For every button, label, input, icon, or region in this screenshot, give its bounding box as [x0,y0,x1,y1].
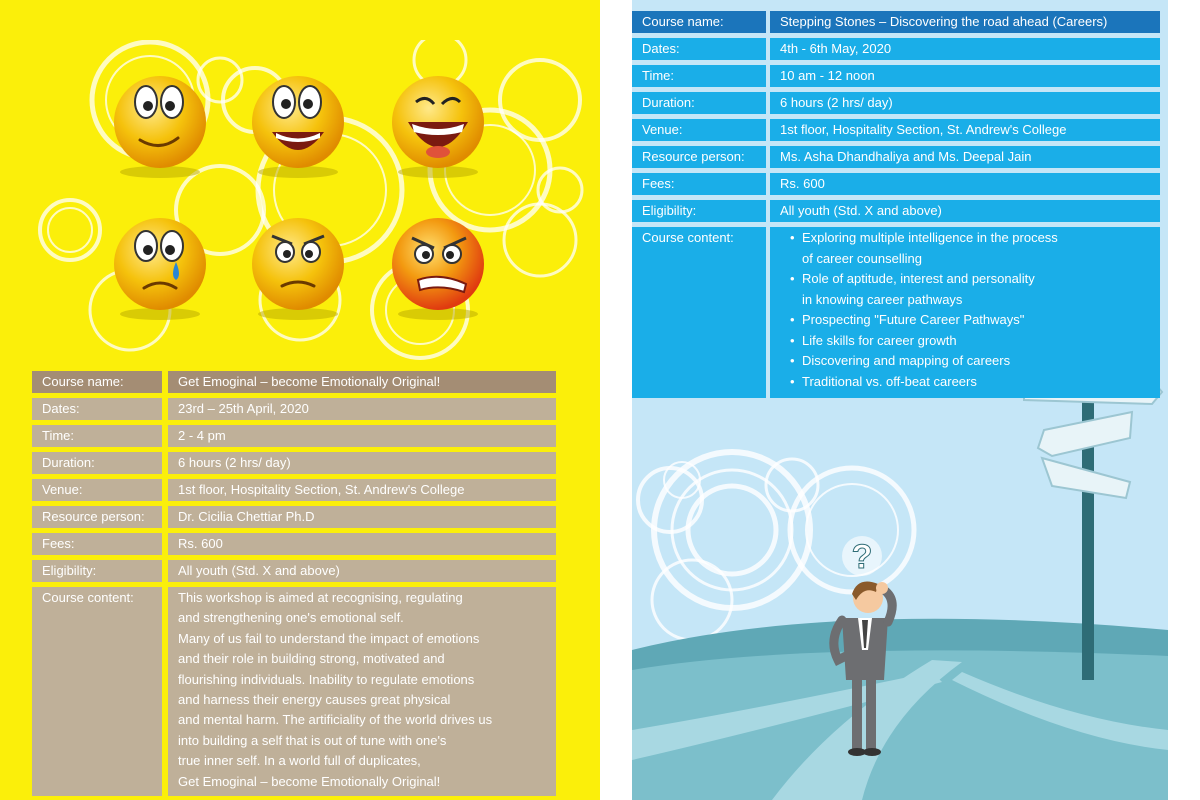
table-row [632,173,1160,195]
venue-value: 1st floor, Hospitality Section, St. Andrew's College [168,479,556,501]
angry-face-icon [392,218,484,310]
resource-person-value: Ms. Asha Dhandhaliya and Ms. Deepal Jain [770,146,1160,168]
eligibility-value: All youth (Std. X and above) [770,200,1160,222]
dates-label: Dates: [632,38,766,60]
list-item-line: in knowing career pathways [802,291,963,307]
content-line: flourishing individuals. Inability to regulate emotions [178,671,475,687]
resource-person-label: Resource person: [632,146,766,168]
table-row [32,560,556,582]
crying-face-icon [114,218,206,310]
table-row [32,398,556,420]
table-row [32,587,556,796]
course-content-label: Course content: [32,587,162,796]
duration-label: Duration: [632,92,766,114]
content-line: true inner self. In a world full of duplicates, [178,753,421,769]
list-item [780,351,1160,372]
eligibility-label: Eligibility: [632,200,766,222]
list-item-line: of career counselling [802,250,922,266]
table-row [32,506,556,528]
fees-value: Rs. 600 [770,173,1160,195]
list-item-line: • Life skills for career growth [802,332,957,348]
list-item-line: • Discovering and mapping of careers [802,353,1011,368]
table-row [632,200,1160,222]
dates-label: Dates: [32,398,162,420]
venue-label: Venue: [32,479,162,501]
right-course-table [628,6,1164,403]
dates-value: 23rd – 25th April, 2020 [168,398,556,420]
course-name-value: Get Emoginal – become Emotionally Original! [168,371,556,393]
list-item-line: • Prospecting "Future Career Pathways" [802,312,1025,327]
table-row [632,92,1160,114]
emoji-illustration [20,40,590,360]
content-line: and strengthening one's emotional self. [178,610,404,626]
content-line: Many of us fail to understand the impact of emotions [178,630,480,646]
svg-text:?: ? [851,538,873,576]
resource-person-value: Dr. Cicilia Chettiar Ph.D [168,506,556,528]
table-row [632,65,1160,87]
venue-label: Venue: [632,119,766,141]
list-item [780,269,1160,310]
resource-person-label: Resource person: [32,506,162,528]
fees-value: Rs. 600 [168,533,556,555]
content-line: Get Emoginal – become Emotionally Original! [178,773,441,789]
course-name-label: Course name: [632,11,766,33]
course-name-label: Course name: [32,371,162,393]
eligibility-value: All youth (Std. X and above) [168,560,556,582]
duration-value: 6 hours (2 hrs/ day) [168,452,556,474]
fees-label: Fees: [632,173,766,195]
list-item [780,331,1160,352]
course-content-text [168,587,556,796]
table-row [632,119,1160,141]
eligibility-label: Eligibility: [32,560,162,582]
course-name-value: Stepping Stones – Discovering the road ahead (Careers) [770,11,1160,33]
table-row [32,371,556,393]
laughing-face-icon [392,76,484,168]
content-line: This workshop is aimed at recognising, regulating [178,590,463,605]
fees-label: Fees: [32,533,162,555]
dates-value: 4th - 6th May, 2020 [770,38,1160,60]
smiling-face-icon [252,76,344,168]
list-item [780,228,1160,269]
question-mark-icon [842,536,882,576]
venue-value: 1st floor, Hospitality Section, St. Andrew's College [770,119,1160,141]
time-value: 2 - 4 pm [168,425,556,447]
content-line: and harness their energy causes great physical [178,692,451,708]
list-item-line: • Role of aptitude, interest and personality [802,271,1035,286]
list-item [780,310,1160,331]
content-face-icon [114,76,206,168]
list-item-line: • Exploring multiple intelligence in the process [802,230,1058,245]
content-line: into building a self that is out of tune with one's [178,732,447,748]
left-course-table [26,366,562,800]
list-item [780,372,1160,393]
content-line: and their role in building strong, motivated and [178,651,445,667]
course-content-list [770,227,1160,398]
table-row [32,533,556,555]
list-item-line: • Traditional vs. off-beat careers [802,373,977,389]
duration-value: 6 hours (2 hrs/ day) [770,92,1160,114]
right-panel [600,0,1200,800]
annoyed-face-icon [252,218,344,310]
table-row [632,146,1160,168]
table-row [32,479,556,501]
time-value: 10 am - 12 noon [770,65,1160,87]
table-row [32,452,556,474]
course-content-label: Course content: [632,227,766,398]
table-row [632,227,1160,398]
table-row [632,38,1160,60]
time-label: Time: [632,65,766,87]
table-row [632,11,1160,33]
duration-label: Duration: [32,452,162,474]
time-label: Time: [32,425,162,447]
content-line: and mental harm. The artificiality of the world drives us [178,712,493,728]
table-row [32,425,556,447]
